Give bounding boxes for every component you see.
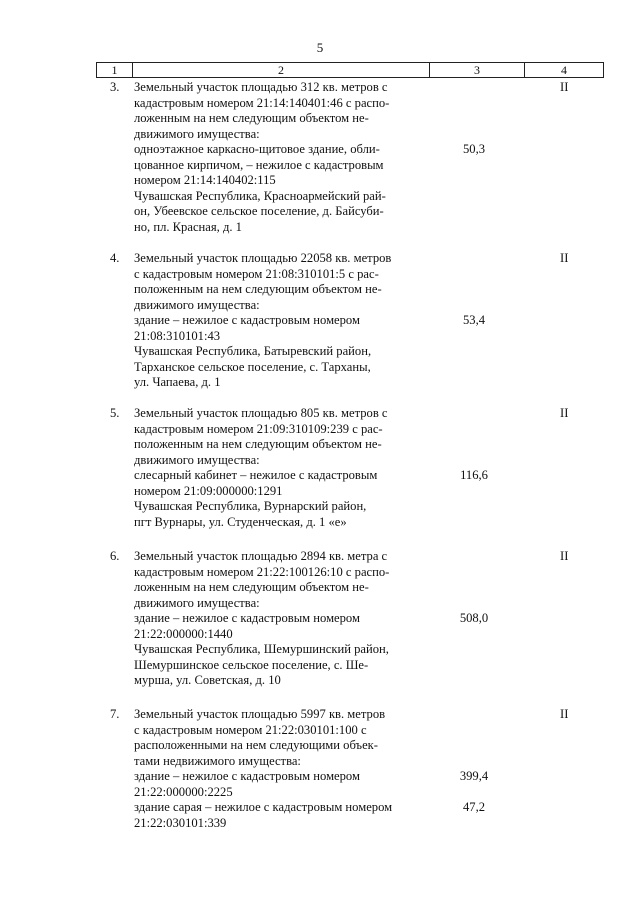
description-line: номером 21:14:140402:115 xyxy=(134,173,276,187)
description-line: кадастровым номером 21:14:140401:46 с распо- xyxy=(134,95,390,110)
description-line: Чувашская Республика, Шемуршинский район, xyxy=(134,642,389,656)
row-description xyxy=(134,80,424,235)
description-line: движимого имущества: xyxy=(134,297,260,312)
description-line: Земельный участок площадью 22058 кв. метров xyxy=(134,251,392,265)
row-description xyxy=(134,549,424,689)
page-number: 5 xyxy=(316,40,324,55)
description-line: номером 21:09:000000:1291 xyxy=(134,483,283,498)
description-line: слесарный кабинет – нежилое с кадастровым xyxy=(134,468,378,482)
row-category: II xyxy=(560,406,569,420)
description-line: Земельный участок площадью 2894 кв. метра с xyxy=(134,549,388,563)
header-col-3: 3 xyxy=(430,63,525,77)
description-line: Чувашская Республика, Вурнарский район, xyxy=(134,499,367,513)
description-line: ул. Чапаева, д. 1 xyxy=(134,375,221,389)
area-value: 116,6 xyxy=(460,468,488,482)
row-description xyxy=(134,251,424,391)
description-line: пгт Вурнары, ул. Студенческая, д. 1 «е» xyxy=(134,514,347,529)
description-line: Чувашская Республика, Красноармейский рай- xyxy=(134,188,386,203)
description-line: здание сарая – нежилое с кадастровым номером xyxy=(134,800,393,814)
description-line: расположенными на нем следующими объек- xyxy=(134,738,378,752)
description-line: 21:08:310101:43 xyxy=(134,328,221,343)
description-line: ложенным на нем следующим объектом не- xyxy=(134,580,369,594)
header-col-4: 4 xyxy=(525,63,604,77)
row-number: 6. xyxy=(110,549,120,563)
description-line: движимого имущества: xyxy=(134,126,260,141)
area-value: 53,4 xyxy=(462,313,486,327)
description-line: положенным на нем следующим объектом не- xyxy=(134,282,382,296)
description-line: движимого имущества: xyxy=(134,595,260,610)
description-line: с кадастровым номером 21:22:030101:100 с xyxy=(134,722,367,737)
row-number: 7. xyxy=(110,707,120,721)
area-value: 47,2 xyxy=(462,800,486,814)
row-description xyxy=(134,406,424,530)
description-line: одноэтажное каркасно-щитовое здание, обли- xyxy=(134,142,380,156)
description-line: Земельный участок площадью 312 кв. метров с xyxy=(134,80,388,94)
description-line: мурша, ул. Советская, д. 10 xyxy=(134,673,281,687)
row-number: 5. xyxy=(110,406,120,420)
description-line: здание – нежилое с кадастровым номером xyxy=(134,611,360,625)
row-category: II xyxy=(560,549,569,563)
header-col-2: 2 xyxy=(133,63,430,77)
description-line: ложенным на нем следующим объектом не- xyxy=(134,111,369,125)
row-category: II xyxy=(560,707,569,721)
description-line: Тарханское сельское поселение, с. Тарханы, xyxy=(134,359,371,374)
row-number: 4. xyxy=(110,251,120,265)
area-value: 399,4 xyxy=(459,769,489,783)
description-line: движимого имущества: xyxy=(134,452,260,467)
description-line: Земельный участок площадью 5997 кв. метров xyxy=(134,707,386,721)
header-col-1: 1 xyxy=(96,63,133,77)
description-line: цованное кирпичом, – нежилое с кадастровым xyxy=(134,157,384,172)
description-line: Чувашская Республика, Батыревский район, xyxy=(134,344,372,358)
description-line: Шемуршинское сельское поселение, с. Ше- xyxy=(134,657,369,672)
description-line: здание – нежилое с кадастровым номером xyxy=(134,313,360,327)
description-line: Земельный участок площадью 805 кв. метров с xyxy=(134,406,388,420)
description-line: положенным на нем следующим объектом не- xyxy=(134,437,382,451)
row-category: II xyxy=(560,80,569,94)
description-line: кадастровым номером 21:22:100126:10 с распо- xyxy=(134,564,390,579)
description-line: здание – нежилое с кадастровым номером xyxy=(134,769,360,783)
description-line: 21:22:030101:339 xyxy=(134,815,227,830)
area-value: 508,0 xyxy=(459,611,489,625)
description-line: 21:22:000000:2225 xyxy=(134,784,233,799)
description-line: 21:22:000000:1440 xyxy=(134,626,233,641)
description-line: с кадастровым номером 21:08:310101:5 с рас- xyxy=(134,266,379,281)
row-category: II xyxy=(560,251,569,265)
description-line: кадастровым номером 21:09:310109:239 с рас- xyxy=(134,421,383,436)
description-line: он, Убеевское сельское поселение, д. Байсуби- xyxy=(134,204,384,218)
description-line: но, пл. Красная, д. 1 xyxy=(134,219,242,234)
row-description xyxy=(134,707,424,831)
description-line: тами недвижимого имущества: xyxy=(134,753,301,768)
area-value: 50,3 xyxy=(462,142,486,156)
table-header xyxy=(96,62,604,78)
row-number: 3. xyxy=(110,80,120,94)
